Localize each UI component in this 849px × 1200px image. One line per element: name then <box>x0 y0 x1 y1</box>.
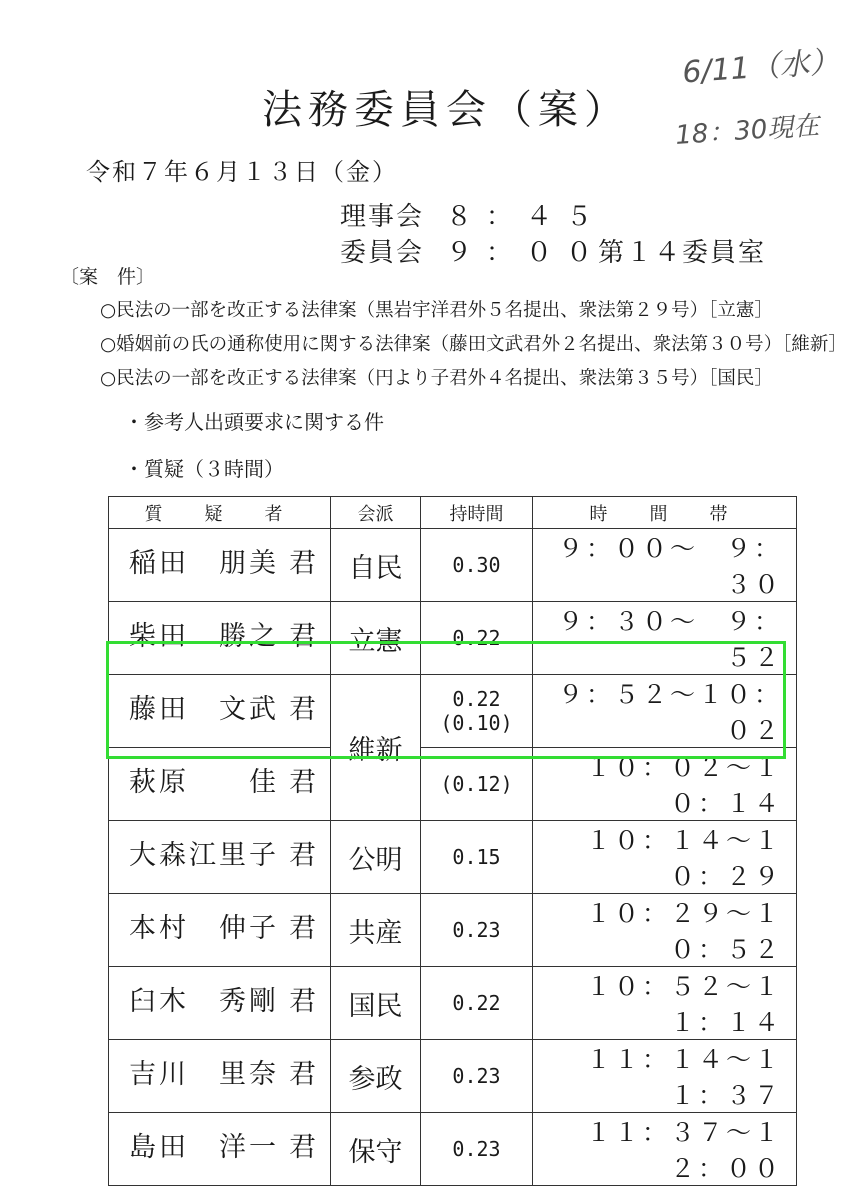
party: 公明 <box>331 821 421 894</box>
handwritten-time-note: 18：30現在 <box>674 111 821 151</box>
allotted-time: 0.22 <box>421 967 533 1040</box>
table-row <box>109 967 797 1040</box>
party: 国民 <box>331 967 421 1040</box>
board-meeting-time: ８：４５ <box>446 202 607 232</box>
questioner-name: 島田 洋一 君 <box>109 1113 331 1186</box>
highlight-box <box>106 641 786 759</box>
allotted-time: 0.30 <box>421 529 533 602</box>
time-slot: ９：３０～ ９：５２ <box>533 602 797 675</box>
questioner-name: 稲田 朋美 君 <box>109 529 331 602</box>
questioner-table <box>108 496 797 1186</box>
table-row <box>109 1040 797 1113</box>
table-header-row <box>109 497 797 529</box>
agenda-heading: 〔案 件〕 <box>60 266 156 288</box>
time-slot: １０：１４～１０：２９ <box>533 821 797 894</box>
questioner-name: 本村 伸子 君 <box>109 894 331 967</box>
allotted-time: 0.22 (0.10) <box>421 675 533 748</box>
allotted-time: 0.23 <box>421 894 533 967</box>
allotted-time: 0.23 <box>421 1040 533 1113</box>
allotted-time: 0.22 <box>421 602 533 675</box>
board-meeting-label: 理事会 <box>340 202 425 232</box>
allotted-time: (0.12) <box>421 748 533 821</box>
table-row <box>109 894 797 967</box>
time-slot: １０：５２～１１：１４ <box>533 967 797 1040</box>
handwritten-date-note: 6/11（水） <box>681 44 841 91</box>
table-row <box>109 821 797 894</box>
meeting-room: 第１４委員室 <box>598 238 767 268</box>
party: 立憲 <box>331 602 421 675</box>
party: 保守 <box>331 1113 421 1186</box>
header-time-slot: 時 間 帯 <box>533 497 797 529</box>
meeting-date: 令和７年６月１３日（金） <box>86 158 398 186</box>
document-title: 法務委員会（案） <box>262 87 630 133</box>
committee-meeting-label: 委員会 <box>340 238 425 268</box>
time-slot: １１：３７～１２：００ <box>533 1113 797 1186</box>
table-row <box>109 1113 797 1186</box>
party: 自民 <box>331 529 421 602</box>
sub-item-questioning: ・質疑（３時間） <box>124 457 284 481</box>
agenda-item: ○婚姻前の氏の通称使用に関する法律案（藤田文武君外２名提出、衆法第３０号）［維新］ <box>100 334 847 355</box>
agenda-item: ○民法の一部を改正する法律案（円より子君外４名提出、衆法第３５号）［国民］ <box>100 368 773 389</box>
allotted-time: 0.23 <box>421 1113 533 1186</box>
party: 維新 <box>331 675 421 821</box>
time-slot: １１：１４～１１：３７ <box>533 1040 797 1113</box>
header-party: 会派 <box>331 497 421 529</box>
header-questioner: 質 疑 者 <box>109 497 331 529</box>
header-allotted-time: 持時間 <box>421 497 533 529</box>
party: 共産 <box>331 894 421 967</box>
agenda-item: ○民法の一部を改正する法律案（黒岩宇洋君外５名提出、衆法第２９号）［立憲］ <box>100 300 773 321</box>
questioner-name: 臼木 秀剛 君 <box>109 967 331 1040</box>
time-slot: ９：５２～１０：０２ <box>533 675 797 748</box>
time-slot: １０：２９～１０：５２ <box>533 894 797 967</box>
party: 参政 <box>331 1040 421 1113</box>
allotted-time: 0.15 <box>421 821 533 894</box>
time-slot: １０：０２～１０：１４ <box>533 748 797 821</box>
questioner-name: 藤田 文武 君 <box>109 675 331 748</box>
questioner-name: 大森江里子 君 <box>109 821 331 894</box>
sub-item-witness-request: ・参考人出頭要求に関する件 <box>124 410 384 434</box>
questioner-name: 吉川 里奈 君 <box>109 1040 331 1113</box>
table-row <box>109 529 797 602</box>
committee-meeting-time: ９：００ <box>446 238 607 268</box>
time-slot: ９：００～ ９：３０ <box>533 529 797 602</box>
questioner-name: 柴田 勝之 君 <box>109 602 331 675</box>
questioner-name: 萩原 佳 君 <box>109 748 331 821</box>
